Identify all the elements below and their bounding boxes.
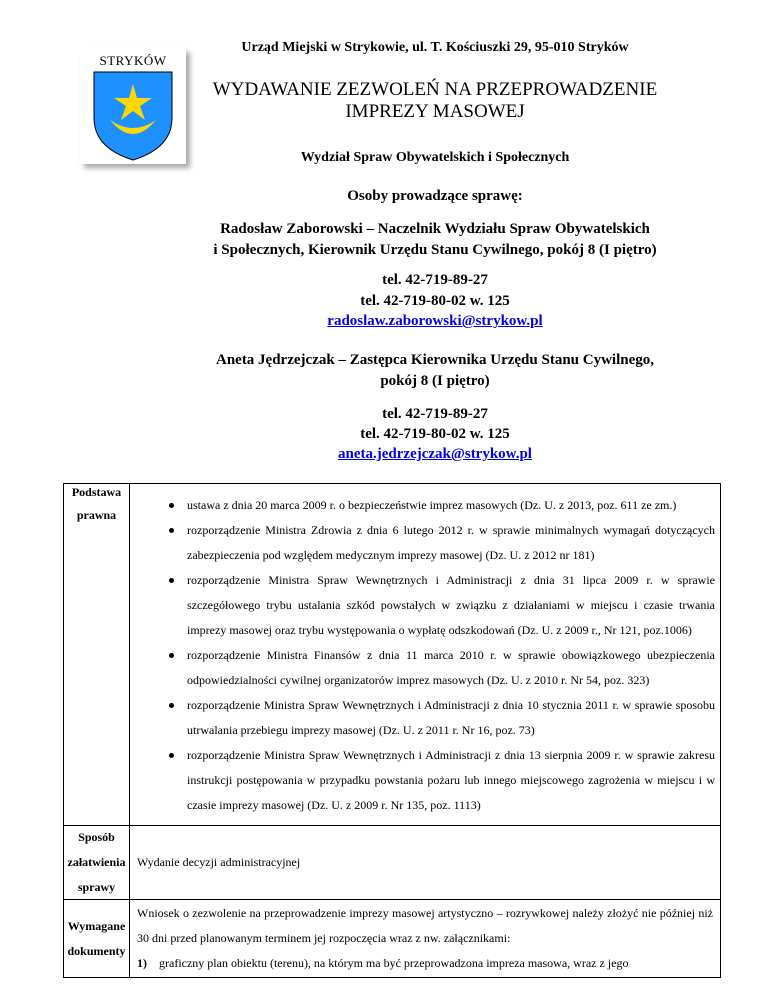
person2-line-1: Aneta Jędrzejczak – Zastępca Kierownika Urzędu Stanu Cywilnego, <box>215 352 655 368</box>
person2-line-2: pokój 8 (I piętro) <box>380 373 490 389</box>
documents-label-line-2: dokumenty <box>67 943 126 958</box>
basis-label-line-2: prawna <box>76 508 117 522</box>
method-label <box>64 826 130 900</box>
item-number: 1) <box>137 956 147 970</box>
bullet-icon <box>169 528 174 533</box>
bullet-icon <box>169 503 174 508</box>
basis-content <box>130 484 721 826</box>
method-label-line-2: załatwienia <box>67 855 126 869</box>
list-item <box>137 951 719 976</box>
list-item: ustawa z dnia 20 marca 2009 r. o bezpieczeństwie imprez masowych (Dz. U. z 2013, poz. 611 ze zm.) <box>151 493 715 518</box>
procedure-table <box>63 483 721 978</box>
document-title <box>200 79 670 123</box>
city-crest <box>80 48 186 164</box>
person1-email-link[interactable]: radoslaw.zaborowski@strykow.pl <box>327 313 543 329</box>
list-item: rozporządzenie Ministra Spraw Wewnętrznych i Administracji z dnia 13 sierpnia 2009 r. w sprawie zakresu instrukcji postępowania w przypadku powstania pożaru lub innego miejscowego zagrożenia w miejscu i w czasie imprezy masowej (Dz. U. z 2009 r. Nr 135, poz. 1113) <box>151 743 715 818</box>
method-content <box>130 826 721 900</box>
bullet-icon <box>169 753 174 758</box>
document-header <box>200 0 670 480</box>
documents-label-line-1: Wymagane <box>67 918 126 933</box>
method-label-line-3: sprawy <box>77 880 116 894</box>
basis-label-line-1: Podstawa <box>71 485 122 499</box>
title-line-1: WYDAWANIE ZEZWOLEŃ NA PRZEPROWADZENIE <box>212 79 658 100</box>
table-row-documents <box>64 900 721 978</box>
basis-label <box>64 484 130 826</box>
person1-line-2: i Społecznych, Kierownik Urzędu Stanu Cywilnego, pokój 8 (I piętro) <box>213 242 657 258</box>
person2-tel-1: tel. 42-719-89-27 <box>382 406 488 422</box>
department-name: Wydział Spraw Obywatelskich i Społecznych <box>300 150 570 165</box>
table-row-basis <box>64 484 721 826</box>
person2-email-link[interactable]: aneta.jedrzejczak@strykow.pl <box>338 446 532 462</box>
documents-intro: Wniosek o zezwolenie na przeprowadzenie imprezy masowej artystyczno – rozrywkowej należy złożyć nie później niż 30 dni przed planowanym terminem jej rozpoczęcia wraz z nw. załącznikami: <box>137 906 713 945</box>
crest-title: STRYKÓW <box>99 53 167 68</box>
person2-role <box>200 350 670 392</box>
bullet-icon <box>169 653 174 658</box>
bullet-icon <box>169 578 174 583</box>
documents-content <box>130 900 721 978</box>
item-text: graficzny plan obiektu (terenu), na którym ma być przeprowadzona impreza masowa, wraz z jego <box>159 956 629 970</box>
person1-tel-1: tel. 42-719-89-27 <box>382 272 488 288</box>
method-label-line-1: Sposób <box>78 830 115 844</box>
basis-list <box>131 485 719 824</box>
office-address: Urząd Miejski w Strykowie, ul. T. Kościuszki 29, 95-010 Stryków <box>241 40 629 55</box>
persons-heading: Osoby prowadzące sprawę: <box>347 188 523 204</box>
person1-line-1: Radosław Zaborowski – Naczelnik Wydziału Spraw Obywatelskich <box>220 221 650 237</box>
bullet-icon <box>169 703 174 708</box>
list-item: rozporządzenie Ministra Spraw Wewnętrznych i Administracji z dnia 10 stycznia 2011 r. w sprawie sposobu utrwalania przebiegu imprezy masowej (Dz. U. z 2011 r. Nr 16, poz. 73) <box>151 693 715 743</box>
title-line-2: IMPREZY MASOWEJ <box>345 101 525 122</box>
list-item: rozporządzenie Ministra Zdrowia z dnia 6 lutego 2012 r. w sprawie minimalnych wymagań dotyczących zabezpieczenia pod względem medycznym imprezy masowej (Dz. U. z 2012 nr 181) <box>151 518 715 568</box>
person1-tel-2: tel. 42-719-80-02 w. 125 <box>360 293 510 309</box>
method-text: Wydanie decyzji administracyjnej <box>137 855 301 869</box>
table-row-method <box>64 826 721 900</box>
person2-tel-2: tel. 42-719-80-02 w. 125 <box>360 426 510 442</box>
list-item: rozporządzenie Ministra Spraw Wewnętrznych i Administracji z dnia 31 lipca 2009 r. w sprawie szczegółowego trybu ustalania szkód powstałych w związku z działaniami w miejscu i czasie trwania imprezy masowej oraz trybu występowania o wypłatę odszkodowań (Dz. U. z 2009 r., Nr 121, poz.1006) <box>151 568 715 643</box>
person1-role <box>200 219 670 261</box>
list-item: rozporządzenie Ministra Finansów z dnia 11 marca 2010 r. w sprawie obowiązkowego ubezpieczenia odpowiedzialności cywilnej organizatorów imprez masowych (Dz. U. z 2010 r. Nr 54, poz. 323) <box>151 643 715 693</box>
crest-shield-icon <box>80 48 186 164</box>
documents-label <box>64 900 130 978</box>
